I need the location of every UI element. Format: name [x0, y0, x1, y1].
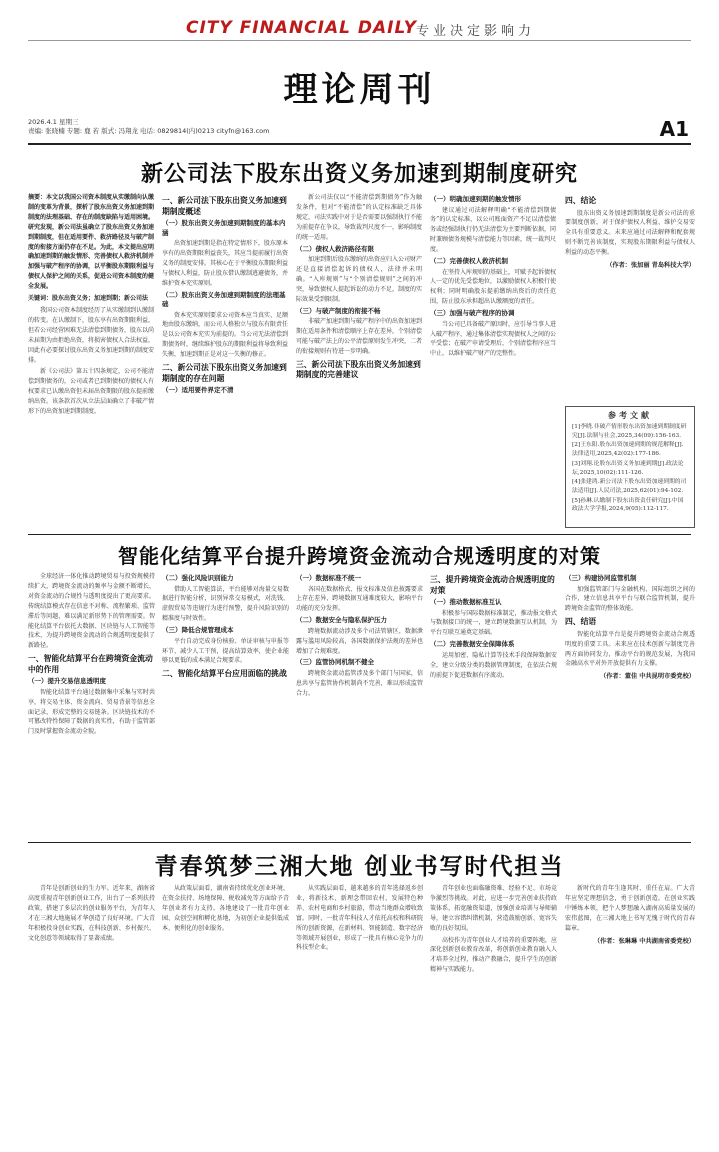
issue-meta — [28, 118, 448, 136]
article3-column-1 — [28, 884, 155, 1142]
paragraph: 股东出资义务加速到期制度是新公司法的重要制度创新，对于保护债权人利益、维护交易安全具有重要意义。未来应通过司法解释和配套规则不断完善该制度，实现股东期限利益与债权人利益的动态平衡。 — [565, 209, 695, 257]
reference-item: [3]刘翔.论股东出资义务加速到期[J].政法论坛,2025,10(02):111-126. — [572, 460, 684, 476]
paragraph: 运用加密、隐私计算等技术手段保障数据安全，建立分级分类的数据管理制度，在依法合规的前提下促进数据有序流动。 — [430, 651, 557, 679]
paragraph: 借助人工智能算法，平台能够对海量交易数据进行智能分析，识别异常交易模式，对洗钱、虚假贸易等违规行为进行预警，提升风险识别的精准度与时效性。 — [162, 585, 289, 623]
paragraph: 新《公司法》第五十四条规定，公司不能清偿到期债务的，公司或者已到期债权的债权人有权要求已认缴出资但未届出资期限的股东提前缴纳出资。该条款首次从立法层面确立了非破产情形下的出资加速到期制度。 — [28, 368, 154, 416]
section-divider — [28, 534, 691, 535]
paragraph: 青年创业也面临融资难、经验不足、市场竞争激烈等挑战。对此，应进一步完善创业扶持政策体系，拓宽融资渠道，加强创业培训与导师辅导，建立容错纠错机制，营造鼓励创新、宽容失败的良好氛围。 — [430, 885, 557, 932]
article3-author: （作者：张琳琳 中共湖南省委党校） — [593, 937, 695, 945]
article3-column-2 — [162, 884, 289, 1142]
subsection-heading: （一）适用要件界定不清 — [162, 386, 234, 395]
subsection-heading: （二）完善数据安全保障体系 — [430, 640, 515, 649]
subsection-heading: （一）股东出资义务加速到期制度的基本内涵 — [162, 219, 286, 237]
article3-column-4 — [430, 884, 557, 1142]
section-heading: 四、结语 — [565, 617, 597, 627]
subsection-heading: （二）完善债权人救济机制 — [430, 257, 508, 266]
references-box — [565, 406, 695, 528]
paragraph: 从政策层面看，湖南省持续优化创业环境，在资金扶持、场地保障、税收减免等方面给予青年创业者有力支持。各地建设了一批青年创业园、众创空间和孵化基地，为初创企业提供低成本、便利化的创业服务。 — [162, 885, 289, 932]
article1-column-4 — [430, 193, 556, 533]
article1-column-1 — [28, 193, 154, 533]
paragraph: 在坚持入库规则的基础上，可赋予起诉债权人一定的优先受偿地位，以激励债权人积极行使权利；同时明确股东提前缴纳出资后的责任范围，防止股东承担超出认缴额度的责任。 — [430, 268, 556, 306]
reference-item: [2]王东阳.股东出资加速到期的规范解释[J].法律适用,2025,42(02):177-186. — [572, 442, 684, 458]
subsection-heading: （三）降低合规管理成本 — [162, 626, 234, 635]
section-heading: 四、结论 — [565, 196, 597, 205]
masthead-rule — [28, 143, 691, 145]
section-heading: 一、智能化结算平台在跨境资金流动中的作用 — [28, 654, 153, 674]
masthead-topbar — [28, 18, 691, 39]
keywords: 关键词：股东出资义务；加速到期；新公司法 — [28, 295, 149, 303]
article1-abstract — [28, 193, 154, 304]
reference-item: [1]李晓.非破产情形股东出资加速到期制度研究[J].法制与社会,2025,34(09):156-163. — [572, 424, 687, 439]
page-title: 理论周刊 — [283, 70, 436, 110]
article2-author: （作者：董佳 中共昆明市委党校） — [600, 673, 695, 681]
section-heading: 一、新公司法下股东出资义务加速到期制度概述 — [162, 196, 287, 216]
paragraph: 出资加速到期是指在特定情形下，股东原本享有的出资期限利益丧失，其应当提前履行出资义务的制度安排。其核心在于平衡股东期限利益与债权人利益，防止股东借认缴制逃避债务，并维护资本充实原则。 — [162, 240, 288, 287]
article1-headline: 新公司法下股东出资义务加速到期制度研究 — [140, 162, 578, 187]
subsection-heading: （二）强化风险识别能力 — [162, 574, 234, 582]
reference-item: [5]孙琳.认缴制下股东出资责任研究[J].中国政法大学学报,2024,9(05):112-117. — [572, 497, 684, 513]
paragraph: 跨境资金流动监管涉及多个部门与国家，信息共享与监管协作机制尚不完善，难以形成监管合力。 — [296, 669, 423, 697]
article1-column-2 — [162, 193, 288, 533]
page-number: A1 — [659, 117, 689, 141]
subsection-heading: （二）债权人救济路径有限 — [296, 244, 374, 253]
paragraph: 加速到期后股东缴纳的出资应归入公司财产还是直接清偿起诉的债权人，法律并未明确。“入库规则”与“个别清偿规则”之间的冲突，导致债权人提起诉讼的动力不足，制度的实际效果受到限制。 — [296, 256, 422, 303]
article1-column-3 — [296, 193, 422, 533]
paragraph: 跨境数据流动涉及多个司法管辖区，数据泄露与滥用风险较高，各国数据保护法规的差异也增加了合规难度。 — [296, 627, 423, 655]
subsection-heading: （三）加强与破产程序的协调 — [430, 309, 515, 318]
paragraph: 全球经济一体化推动跨境贸易与投资规模持续扩大，跨境资金流动的频率与金额不断增长，对资金流动的合规性与透明度提出了更高要求。传统结算模式存在信息不对称、流程繁琐、监管滞后等问题，难以满足新形势下的管理需要。智能化结算平台依托大数据、区块链与人工智能等技术，为提升跨境资金流动的合规透明度提供了新路径。 — [28, 573, 155, 650]
paragraph: 智能化结算平台是提升跨境资金流动合规透明度的重要工具。未来应在技术创新与制度完善两方面协同发力，推动平台的规范发展，为我国金融高水平对外开放提供有力支撑。 — [565, 630, 695, 668]
issue-date: 2026.4.1 星期三 — [28, 118, 79, 126]
subsection-heading: （一）提升交易信息透明度 — [28, 677, 106, 686]
article2-column-1 — [28, 572, 155, 840]
masthead-thin-rule — [28, 40, 691, 41]
subsection-heading: （三）监管协同机制不健全 — [296, 658, 374, 667]
section-heading: 二、智能化结算平台应用面临的挑战 — [162, 669, 287, 679]
paragraph: 当公司已具备破产原因时，应引导当事人进入破产程序，通过集体清偿实现债权人之间的公平受偿；在破产申请受理后，个别清偿程序应当中止，以维护破产财产的完整性。 — [430, 320, 556, 358]
paragraph: 从实践层面看，越来越多的青年选择返乡创业，将新技术、新理念带回农村，发展特色种养、农村电商和乡村旅游，带动当地群众增收致富。同时，一批青年科技人才依托高校和科研院所的创新资源，在新材料、智能制造、数字经济等领域开展创业，形成了一批具有核心竞争力的科技型企业。 — [296, 885, 423, 952]
paragraph: 各国在数据格式、报文标准及信息披露要求上存在差异，跨境数据互通难度较大，影响平台功能的充分发挥。 — [296, 585, 423, 613]
subsection-heading: （一）推动数据标准互认 — [430, 598, 502, 606]
paragraph: 新时代的青年生逢其时、重任在肩。广大青年应坚定理想信念，勇于创新创造，在创业实践中锤炼本领，把个人梦想融入湖南高质量发展的宏伟蓝图，在三湘大地上书写无愧于时代的青春篇章。 — [565, 885, 695, 932]
article1-column-5 — [565, 193, 695, 401]
section-heading: 三、新公司法下股东出资义务加速到期制度的完善建议 — [296, 359, 421, 380]
issue-editors: 责编: 张晓楠 专题: 鹿 若 版式: 冯翔龙 电话: 0829814(内)0213 cityfn@163.com — [28, 127, 270, 135]
subsection-heading: （三）与破产制度的衔接不畅 — [296, 306, 381, 315]
paragraph: 平台自动完成身份核验、单证审核与申报等环节，减少人工干预，提高结算效率，使企业能够以更低的成本满足合规要求。 — [162, 637, 289, 665]
reference-item: [4]张建鸿.新公司法下股东出资加速到期的司法适用[J].人民司法,2025,62(01):94-102. — [572, 479, 687, 494]
paragraph: 青年是创新创业的生力军。近年来，湖南省高度重视青年创新创业工作，出台了一系列扶持政策，搭建了多层次的创业服务平台，为青年人才在三湘大地施展才华创造了良好环境。广大青年积极投身创业实践，在科技创新、乡村振兴、文化创意等领域取得了显著成绩。 — [28, 885, 155, 942]
paragraph: 加强监管部门与金融机构、国际组织之间的合作，建立信息共享平台与联合监管机制，提升跨境资金监管的整体效能。 — [565, 585, 695, 613]
article3-column-5 — [565, 884, 695, 1142]
paragraph: 智能化结算平台通过数据集中采集与实时共享，将交易主体、资金流向、贸易背景等信息全面记录，形成完整的交易链条。区块链技术的不可篡改特性保障了数据的真实性，有助于监管部门及时掌握资金流动全貌。 — [28, 688, 155, 736]
subsection-heading: （二）数据安全与隐私保护压力 — [296, 616, 387, 625]
article1-author: （作者：张加丽 青岛科技大学） — [606, 262, 695, 270]
abstract-text: 摘要：本文以我国公司资本制度从实缴制向认缴制的变革为背景，探析了股东出资义务加速到期制度的法理基础、存在的制度缺陷与适用困境。研究发现，新公司法虽确立了股东出资义务加速到期制度，但在适用要件、救济路径及与破产制度的衔接方面仍存在不足。为此，本文提出应明确加速到期的触发情形、完善债权人救济机制并加强与破产程序的协调，以平衡股东期限利益与债权人保护之间的关系，促进公司资本制度的健全发展。 — [28, 194, 154, 291]
section-heading: 三、提升跨境资金流动合规透明度的对策 — [430, 575, 555, 595]
article2-headline: 智能化结算平台提升跨境资金流动合规透明度的对策 — [118, 544, 601, 568]
subsection-heading: （一）明确加速到期的触发情形 — [430, 195, 521, 203]
article3-headline: 青春筑梦三湘大地 创业书写时代担当 — [154, 854, 565, 880]
publication-name: CITY FINANCIAL DAILY — [186, 18, 417, 38]
subsection-heading: （一）数据标准不统一 — [296, 574, 361, 582]
subsection-heading: （三）构建协同监管机制 — [565, 574, 637, 582]
paragraph: 新公司法仅以“不能清偿到期债务”作为触发条件，但对“不能清偿”的认定标准缺乏具体规定，司法实践中对于是否需要以强制执行不能为前提存在争议，导致裁判尺度不一，影响制度的统一适用。 — [296, 194, 422, 241]
article3-column-3 — [296, 884, 423, 1142]
paragraph: 高校作为青年创业人才培养的重要阵地，应深化创新创业教育改革，将创新创业教育融入人才培养全过程，推动产教融合，提升学生的创新精神与实践能力。 — [430, 936, 557, 974]
article2-column-2 — [162, 572, 289, 840]
article2-column-5 — [565, 572, 695, 840]
article2-column-4 — [430, 572, 557, 840]
paragraph: 非破产加速到期与破产程序中的出资加速到期在适用条件和清偿顺序上存在差异，个别清偿可能与破产法上的公平清偿原则发生冲突，二者的衔接规则有待进一步明确。 — [296, 318, 422, 355]
masthead — [0, 0, 719, 150]
publication-slogan: 专业决定影响力 — [416, 24, 536, 39]
subsection-heading: （二）股东出资义务加速到期制度的法理基础 — [162, 290, 286, 309]
section-heading: 二、新公司法下股东出资义务加速到期制度的存在问题 — [162, 363, 287, 383]
paragraph: 积极参与国际数据标准制定，推动报文格式与数据接口的统一，建立跨境数据互认机制，为平台互联互通奠定基础。 — [430, 609, 557, 637]
references-title: 参考文献 — [608, 411, 652, 420]
paragraph: 我国公司资本制度经历了从实缴制到认缴制的转变。在认缴制下，股东享有出资期限利益，但若公司经营困难无法清偿到期债务，股东以尚未届期为由拒绝出资，将损害债权人合法权益，因此有必要探讨股东出资义务加速到期的制度安排。 — [28, 306, 154, 364]
section-divider — [28, 842, 691, 843]
paragraph: 资本充实原则要求公司资本应当真实、足额地由股东缴纳，而公司人格独立与股东有限责任是以公司资本充实为前提的。当公司无法清偿到期债务时，继续维护股东的期限利益将导致利益失衡，加速到期正是对这一失衡的修正。 — [162, 311, 288, 359]
paragraph: 建议通过司法解释明确“不能清偿到期债务”的认定标准，以公司账面资产不足以清偿债务或经强制执行仍无法清偿为主要判断依据，同时兼顾债务规模与清偿能力等因素，统一裁判尺度。 — [430, 206, 556, 254]
article2-column-3 — [296, 572, 423, 840]
